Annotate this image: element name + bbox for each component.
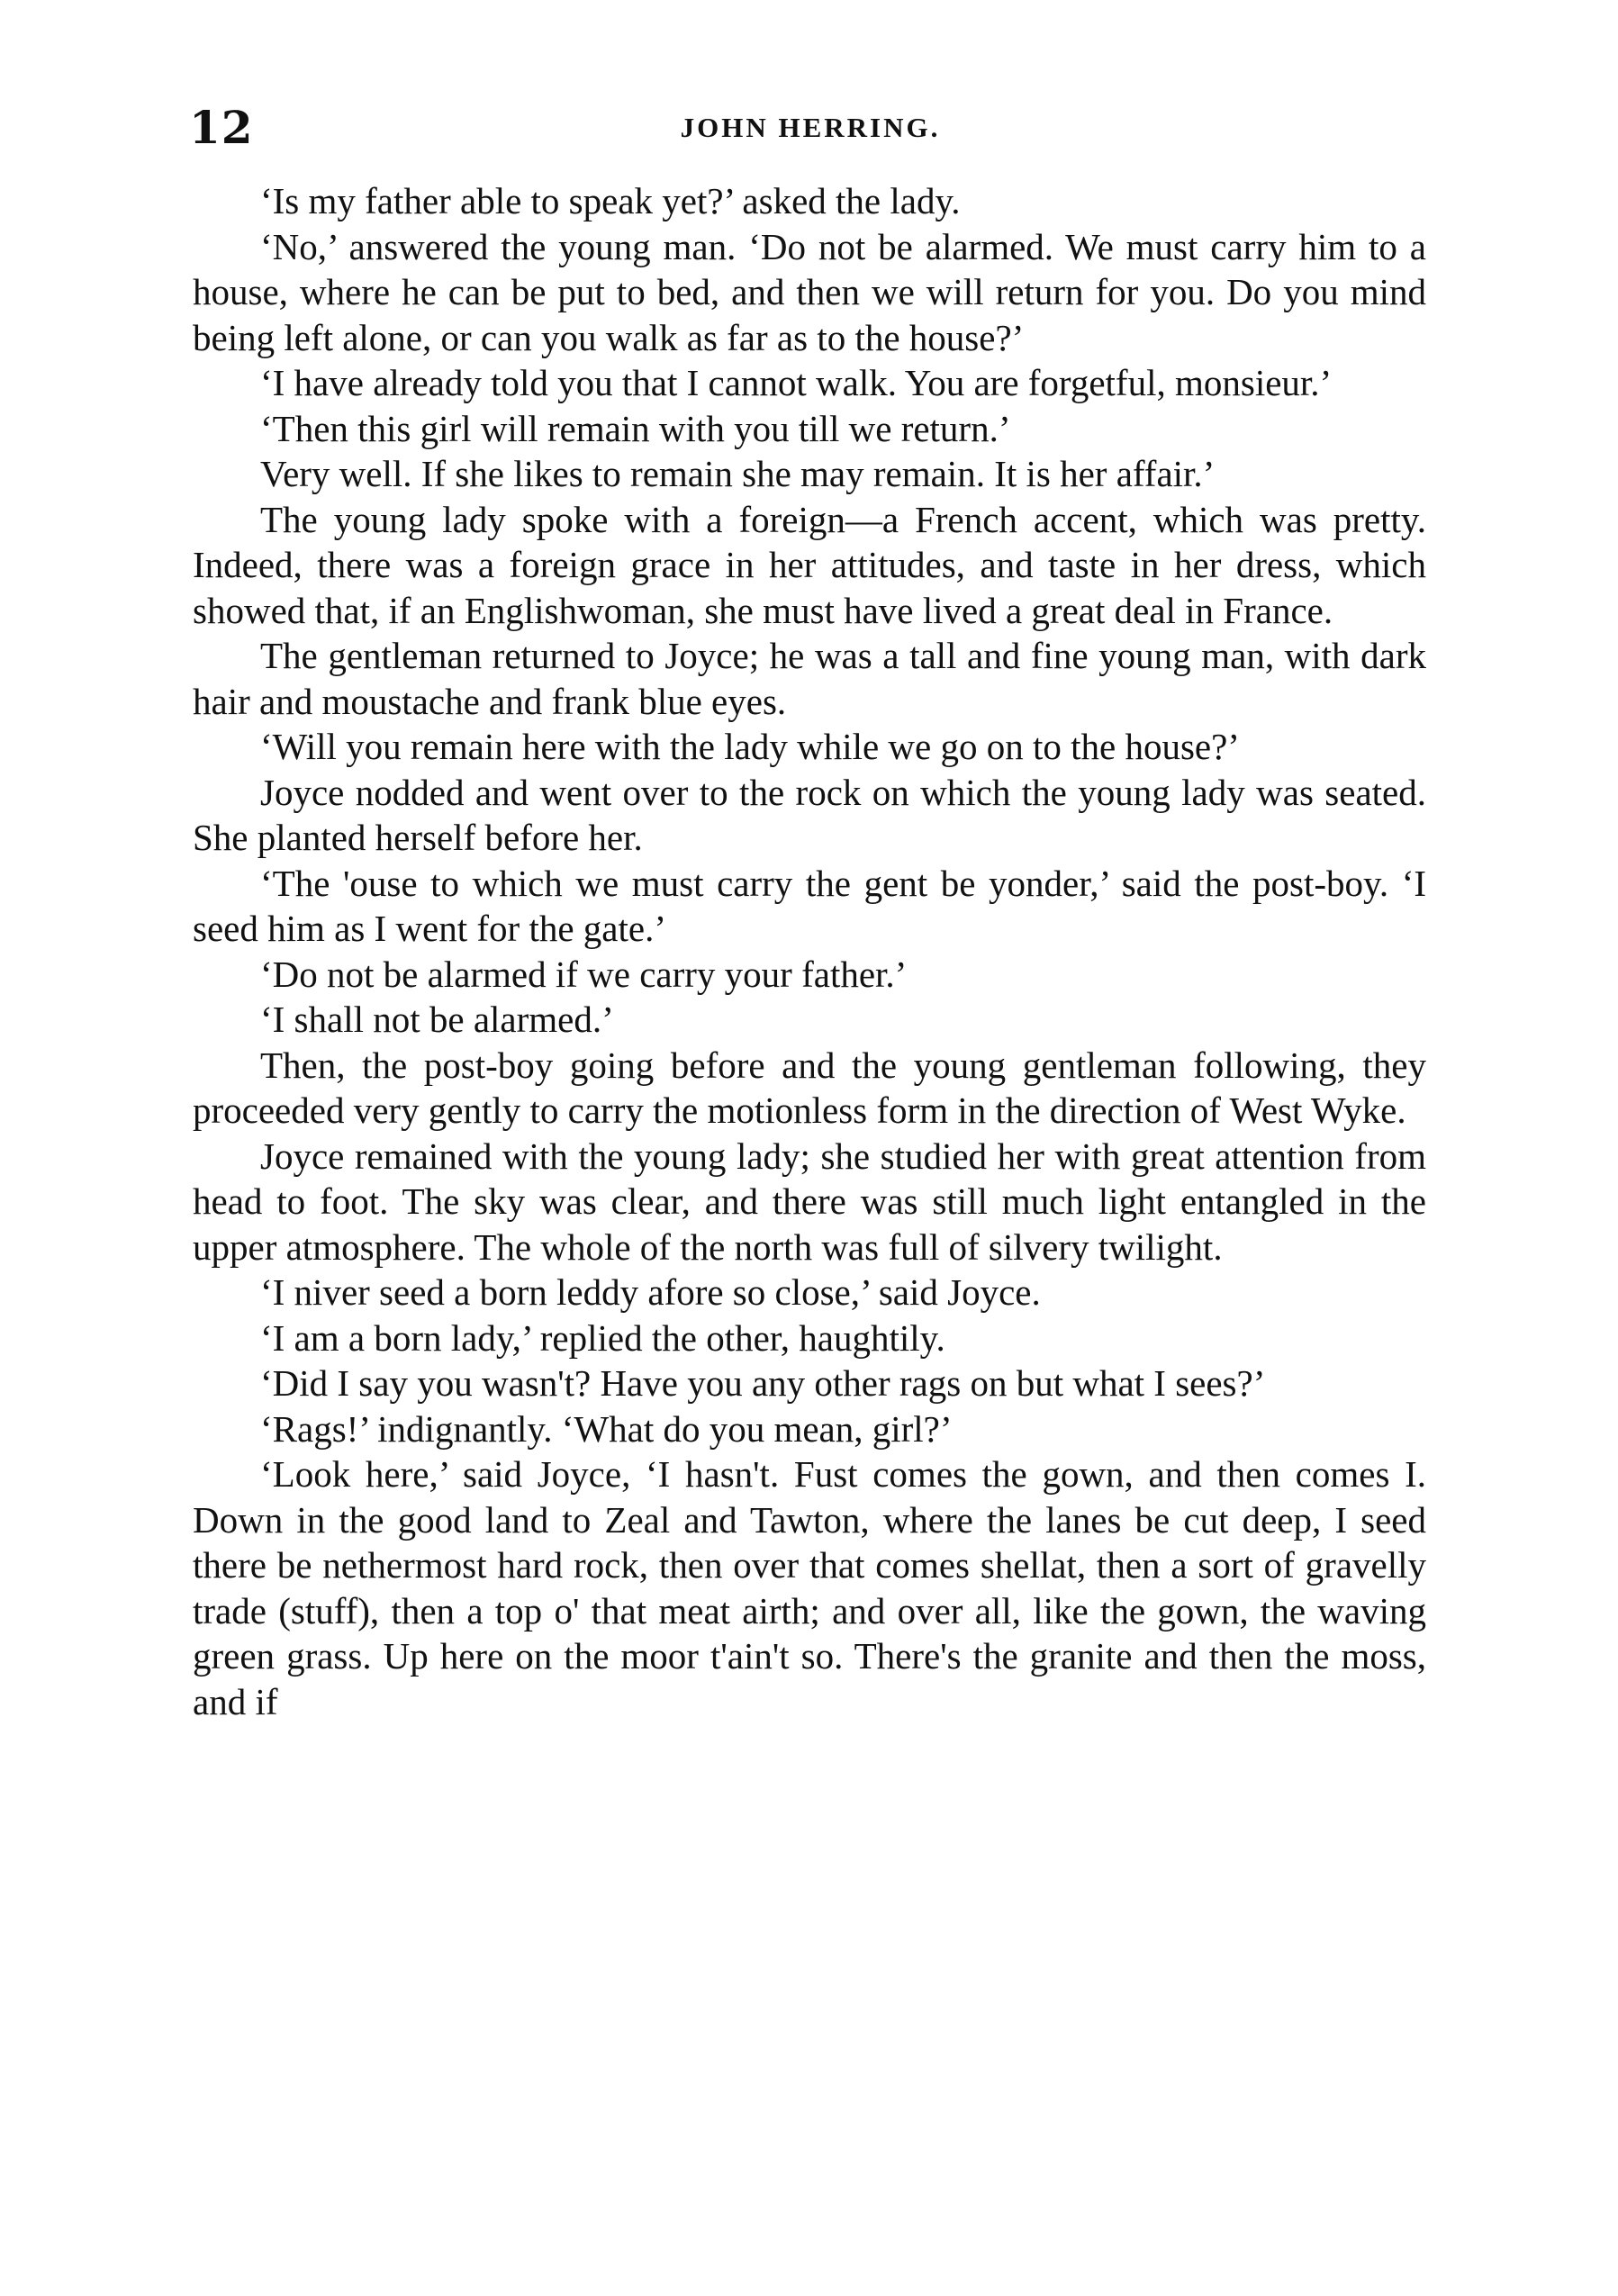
paragraph: Then, the post-boy going before and the young gentleman following, they proceeded very gently to carry the motionless form in the direction of West Wyke. <box>193 1044 1426 1131</box>
paragraph: ‘Rags!’ indignantly. ‘What do you mean, girl?’ <box>260 1407 953 1450</box>
paragraph: ‘Do not be alarmed if we carry your father.’ <box>260 953 908 995</box>
paragraph: ‘No,’ answered the young man. ‘Do not be alarmed. We must carry him to a house, where he can be put to bed, and then we will return for you. Do you mind being left alone, or can you walk as far as to the house?’ <box>193 225 1426 358</box>
paragraph: Joyce nodded and went over to the rock on which the young lady was seated. She planted herself before her. <box>193 771 1426 858</box>
paragraph: The young lady spoke with a foreign—a French accent, which was pretty. Indeed, there was a foreign grace in her attitudes, and taste in her dress, which showed that, if an Englishwoman, she must have lived a great deal in France. <box>193 498 1426 631</box>
page-number: 12 <box>189 101 254 154</box>
paragraph: ‘Look here,’ said Joyce, ‘I hasn't. Fust comes the gown, and then comes I. Down in the good land to Zeal and Tawton, where the lanes be cut deep, I seed there be nethermost hard rock, then over that comes shellat, then a sort of gravelly trade (stuff), then a top o' that meat airth; and over all, like the gown, the waving green grass. Up here on the moor t'ain't so. There's the granite and then the moss, and if <box>193 1453 1426 1722</box>
paragraph: ‘I niver seed a born leddy afore so close,’ said Joyce. <box>260 1271 1041 1313</box>
paragraph: ‘Will you remain here with the lady while we go on to the house?’ <box>260 726 1240 767</box>
paragraph: ‘I shall not be alarmed.’ <box>260 999 614 1040</box>
page-header <box>189 101 1432 155</box>
paragraph: ‘Then this girl will remain with you till we return.’ <box>260 407 1011 449</box>
paragraph: ‘Is my father able to speak yet?’ asked the lady. <box>260 180 961 221</box>
running-title: JOHN HERRING. <box>680 112 941 143</box>
paragraph: ‘I am a born lady,’ replied the other, haughtily. <box>260 1316 945 1359</box>
body-text <box>193 178 1426 1724</box>
paragraph: ‘The 'ouse to which we must carry the gent be yonder,’ said the post-boy. ‘I seed him as I went for the gate.’ <box>193 862 1426 949</box>
paragraph: The gentleman returned to Joyce; he was a tall and fine young man, with dark hair and moustache and frank blue eyes. <box>193 635 1426 722</box>
paragraph: Very well. If she likes to remain she may remain. It is her affair.’ <box>260 453 1216 494</box>
paragraph: Joyce remained with the young lady; she studied her with great attention from head to foot. The sky was clear, and there was still much light entangled in the upper atmosphere. The whole of the north was full of silvery twilight. <box>193 1134 1426 1268</box>
paragraph: ‘I have already told you that I cannot walk. You are forgetful, monsieur.’ <box>260 362 1333 403</box>
paragraph: ‘Did I say you wasn't? Have you any other rags on but what I sees?’ <box>260 1362 1266 1404</box>
